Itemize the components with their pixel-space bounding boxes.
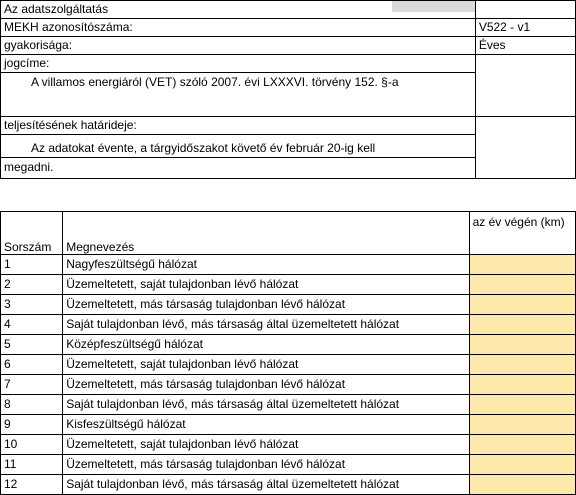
row-value-input[interactable] (469, 435, 575, 455)
row-name: Kisfeszültségű hálózat (63, 415, 469, 435)
row-name: Középfeszültségű hálózat (63, 335, 469, 355)
row-value-input[interactable] (469, 475, 575, 495)
row-serial: 9 (1, 415, 63, 435)
table-row (1, 455, 576, 475)
row-value-input[interactable] (469, 255, 575, 275)
row-value-input[interactable] (469, 295, 575, 315)
row-name: Üzemeltetett, más társaság tulajdonban lévő hálózat (63, 375, 469, 395)
frequency-label: gyakorisága: (1, 37, 476, 55)
deadline-label: teljesítésének határideje: (1, 117, 476, 135)
legal-basis-text: A villamos energiáról (VET) szóló 2007. évi LXXXVI. törvény 152. §-a (1, 73, 476, 117)
legal-label-value[interactable] (475, 55, 575, 117)
row-value-input[interactable] (469, 315, 575, 335)
row-serial: 1 (1, 255, 63, 275)
row-name: Nagyfeszültségű hálózat (63, 255, 469, 275)
provider-info-table (0, 0, 576, 179)
row-serial: 2 (1, 275, 63, 295)
table-row (1, 475, 576, 495)
table-row (1, 395, 576, 415)
row-value-input[interactable] (469, 335, 575, 355)
row-value-input[interactable] (469, 375, 575, 395)
row-serial: 11 (1, 455, 63, 475)
row-value-input[interactable] (469, 395, 575, 415)
frequency-row (1, 37, 576, 55)
row-name: Üzemeltetett, más társaság tulajdonban lévő hálózat (63, 295, 469, 315)
id-label: MEKH azonosítószáma: (1, 19, 476, 37)
row-serial: 5 (1, 335, 63, 355)
legal-label-row (1, 55, 576, 73)
row-name: Saját tulajdonban lévő, más társaság által üzemeltetett hálózat (63, 395, 469, 415)
col-serial-header: Sorszám (1, 212, 63, 255)
table-row (1, 355, 576, 375)
legal-label: jogcíme: (1, 55, 476, 73)
col-name-header: Megnevezés (63, 212, 469, 255)
table-header-row (1, 212, 576, 255)
row-name: Saját tulajdonban lévő, más társaság által üzemeltetett hálózat (63, 315, 469, 335)
table-row (1, 275, 576, 295)
table-body (1, 255, 576, 495)
row-name: Üzemeltetett, saját tulajdonban lévő hálózat (63, 275, 469, 295)
row-name: Üzemeltetett, más társaság tulajdonban lévő hálózat (63, 455, 469, 475)
deadline-text-line2: megadni. (1, 158, 476, 179)
network-table (0, 211, 576, 495)
row-serial: 3 (1, 295, 63, 315)
col-value-header: az év végén (km) (469, 212, 575, 255)
provider-header-row (1, 1, 576, 19)
provider-header-value (475, 1, 575, 19)
frequency-value[interactable]: Éves (475, 37, 575, 55)
row-name: Üzemeltetett, saját tulajdonban lévő hálózat (63, 435, 469, 455)
table-row (1, 315, 576, 335)
row-serial: 7 (1, 375, 63, 395)
deadline-label-row (1, 117, 576, 135)
row-serial: 6 (1, 355, 63, 375)
row-serial: 8 (1, 395, 63, 415)
deadline-text-line1: Az adatokat évente, a tárgyidőszakot követő év február 20-ig kell (1, 135, 476, 158)
row-serial: 12 (1, 475, 63, 495)
row-value-input[interactable] (469, 455, 575, 475)
table-row (1, 375, 576, 395)
id-value[interactable]: V522 - v1 (475, 19, 575, 37)
row-value-input[interactable] (469, 355, 575, 375)
provider-header: Az adatszolgáltatás (1, 1, 476, 19)
table-row (1, 335, 576, 355)
table-row (1, 415, 576, 435)
id-row (1, 19, 576, 37)
table-row (1, 255, 576, 275)
table-row (1, 435, 576, 455)
row-value-input[interactable] (469, 275, 575, 295)
row-value-input[interactable] (469, 415, 575, 435)
table-row (1, 295, 576, 315)
deadline-value[interactable] (475, 117, 575, 179)
row-name: Saját tulajdonban lévő, más társaság által üzemeltetett hálózat (63, 475, 469, 495)
row-serial: 10 (1, 435, 63, 455)
row-serial: 4 (1, 315, 63, 335)
row-name: Üzemeltetett, saját tulajdonban lévő hálózat (63, 355, 469, 375)
